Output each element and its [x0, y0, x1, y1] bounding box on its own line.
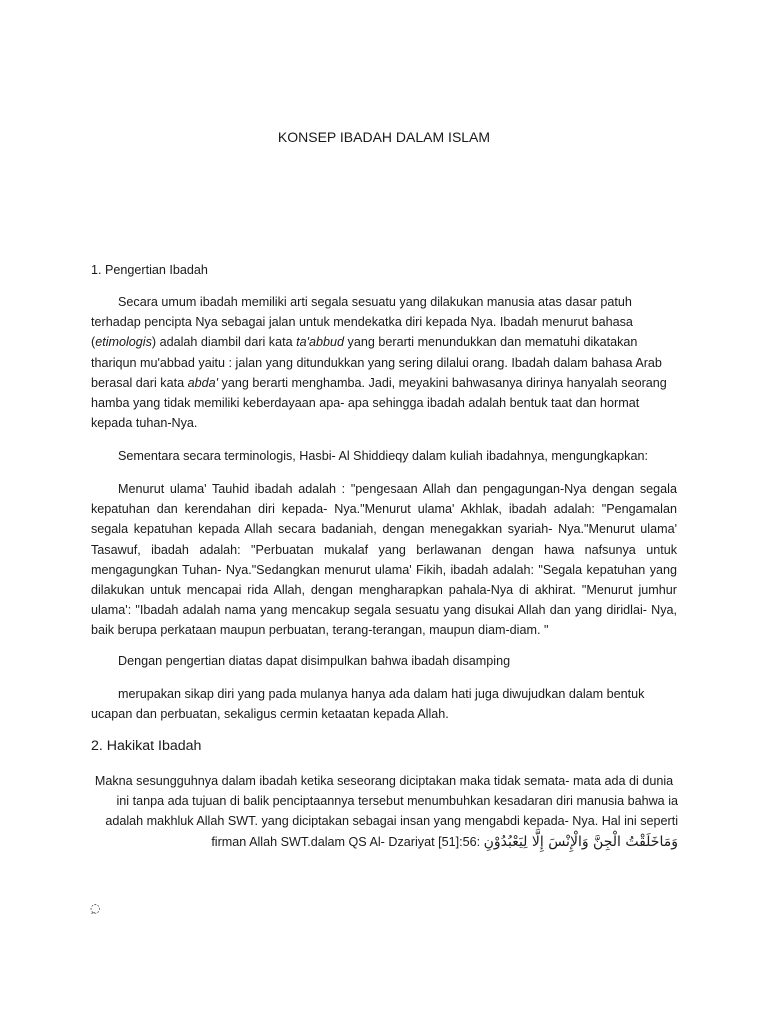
paragraph-conclusion-start: Dengan pengertian diatas dapat disimpulkan bahwa ibadah disamping: [118, 654, 511, 668]
italic-term: abda': [187, 375, 219, 390]
italic-term: ta'abbud: [296, 335, 345, 350]
hakikat-line: adalah makhluk Allah SWT. yang diciptakan sebagai insan yang mengabdi kepada- Nya. Hal ini seperti: [105, 814, 678, 829]
paragraph-definition: [91, 292, 677, 433]
paragraph-hakikat: [90, 771, 678, 852]
hakikat-line: Makna sesungguhnya dalam ibadah ketika seseorang diciptakan maka tidak semata- mata ada di dunia: [94, 774, 674, 788]
paragraph-conclusion-end: merupakan sikap diri yang pada mulanya hanya ada dalam hati juga diwujudkan dalam bentuk ucapan dan perbuatan, sekaligus cermin ketaatan kepada Allah.: [91, 687, 645, 722]
paragraph-ulama-definitions: Menurut ulama' Tauhid ibadah adalah : "pengesaan Allah dan pengagungan-Nya dengan segala kepatuhan dan kerendahan diri kepada- Nya."Menurut ulama' Akhlak, ibadah adalah: "Pengamalan segala kepatuhan kepada Allah secara badaniah, dengan menegakkan syariah- Nya."Menurut ulama' Tasawuf, ibadah adalah: "Perbuatan mukalaf yang berlawanan dengan hawa nafsunya untuk mengagungkan Tuhan- Nya."Sedangkan menurut ulama' Fikih, ibadah adalah: "Segala kepatuhan yang dilakukan untuk mencapai rida Allah, dengan mengharapkan pahala-Nya di akhirat. "Menurut jumhur ulama': "Ibadah adalah nama yang mencakup segala sesuatu yang disukai Allah dan yang diridlai- Nya, baik berupa perkataan maupun perbuatan, terang-terangan, maupun diam-diam. ": [91, 482, 677, 638]
text-run: yang berarti menundukkan dan mematuhi dikatakan thariqun mu'abbad yaitu : jalan yang ditundukkan yang sering dilalui orang. Ibadah dalam bahasa Arab berasal dari kata: [91, 335, 662, 390]
arabic-verse: وَمَاخَلَقْتُ الْجِنَّ وَالْإِنْسَ إِلَّا لِيَعْبُدُوْنِ: [483, 833, 678, 850]
section-heading-hakikat: 2. Hakikat Ibadah: [91, 738, 202, 754]
hakikat-line: ini tanpa ada tujuan di balik penciptaannya tersebut menumbuhkan kesadaran diri manusia bahwa ia: [116, 794, 678, 809]
page-title: KONSEP IBADAH DALAM ISLAM: [277, 129, 491, 145]
paragraph-terminology: Sementara secara terminologis, Hasbi- Al Shiddieqy dalam kuliah ibadahnya, mengungkapkan:: [118, 449, 648, 463]
quran-reference: firman Allah SWT.dalam QS Al- Dzariyat [51]:56:: [211, 834, 484, 849]
text-run: ) adalah diambil dari kata: [151, 335, 297, 350]
hakikat-line-quran: [90, 832, 678, 852]
italic-term: etimologis: [95, 335, 152, 350]
text-run: yang berarti menghamba. Jadi, meyakini bahwasanya dirinya hanyalah seorang hamba yang tidak memiliki keberdayaan apa- apa sehingga ibadah adalah bentuk taat dan hormat kepada tuhan-Nya.: [91, 375, 667, 431]
section-heading-pengertian: 1. Pengertian Ibadah: [91, 263, 208, 277]
text-run: Secara umum ibadah memiliki arti segala sesuatu yang dilakukan manusia atas dasar patuh terhadap pencipta Nya sebagai jalan untuk mendekatka diri kepada Nya. Ibadah menurut bahasa (: [91, 295, 633, 350]
dotted-circle-glyph: ◌ِ: [90, 901, 101, 915]
